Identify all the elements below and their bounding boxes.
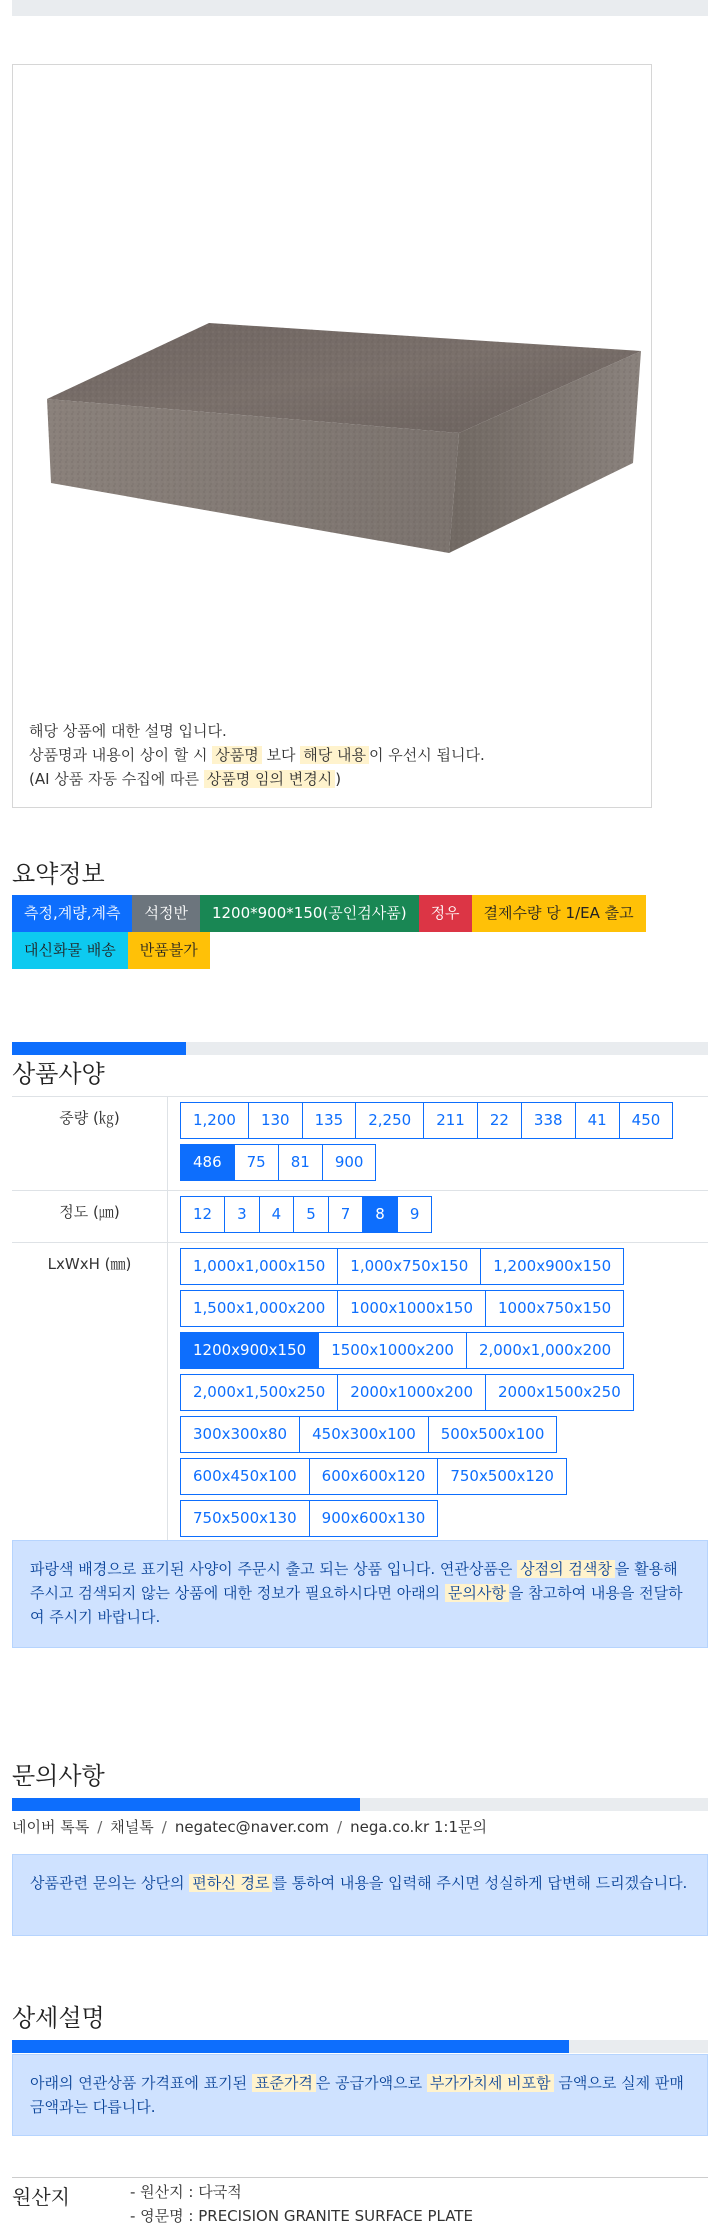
summary-badge: 결제수량 당 1/EA 출고: [472, 895, 646, 932]
origin-english-name: - 영문명 : PRECISION GRANITE SURFACE PLATE: [130, 2207, 473, 2225]
line3-text: (AI 상품 자동 수집에 따른: [29, 770, 204, 788]
spec-option-button[interactable]: 338: [521, 1102, 576, 1139]
summary-badge: 측정,계량,계측: [12, 895, 132, 932]
inquiry-progress: [12, 1798, 708, 1811]
detail-notice-post-text: 금액으로 실제 판매금액과는 다릅니다.: [30, 2074, 684, 2116]
spec-option-button[interactable]: 135: [302, 1102, 357, 1139]
spec-option-button[interactable]: 2000x1000x200: [337, 1374, 486, 1411]
spec-option-button[interactable]: 750x500x130: [180, 1500, 310, 1537]
spec-option-button[interactable]: 5: [293, 1196, 329, 1233]
spec-row: [12, 1097, 708, 1191]
line2-text: 상품명과 내용이 상이 할 시: [29, 746, 213, 764]
spec-option-button[interactable]: 3: [224, 1196, 260, 1233]
spec-option-button[interactable]: 500x500x100: [428, 1416, 558, 1453]
spec-label: 정도 (㎛): [59, 1203, 120, 1221]
description-line-1: 해당 상품에 대한 설명 입니다.: [29, 722, 227, 740]
spec-option-button[interactable]: 300x300x80: [180, 1416, 300, 1453]
highlight-vat-excluded: 부가가치세 비포함: [427, 2074, 554, 2092]
specs-title: 상품사양: [12, 1060, 105, 1088]
contact-separator: /: [337, 1818, 343, 1836]
detail-notice-mid-text: 은 공급가액으로: [315, 2074, 427, 2092]
top-bar: [12, 0, 708, 16]
summary-badges: [12, 895, 708, 969]
spec-option-button[interactable]: 900: [322, 1144, 377, 1181]
spec-option-button[interactable]: 9: [397, 1196, 433, 1233]
spec-option-button[interactable]: 2,000x1,500x250: [180, 1374, 338, 1411]
origin-label: 원산지: [12, 2185, 70, 2209]
spec-option-button[interactable]: 1,000x1,000x150: [180, 1248, 338, 1285]
summary-badge: 대신화물 배송: [12, 932, 128, 969]
highlight-content: 해당 내용: [300, 746, 369, 764]
spec-option-button[interactable]: 1,200x900x150: [480, 1248, 624, 1285]
spec-option-button[interactable]: 81: [278, 1144, 323, 1181]
spec-options: [167, 1097, 708, 1190]
line2-post-text: 이 우선시 됩니다.: [368, 746, 485, 764]
spec-option-button[interactable]: 1500x1000x200: [318, 1332, 467, 1369]
spec-option-button[interactable]: 8: [362, 1196, 398, 1233]
spec-option-button[interactable]: 2000x1500x250: [485, 1374, 634, 1411]
spec-option-button[interactable]: 600x450x100: [180, 1458, 310, 1495]
spec-option-button[interactable]: 900x600x130: [309, 1500, 439, 1537]
description-line-2: [29, 743, 485, 767]
line2-mid-text: 보다: [261, 746, 301, 764]
spec-option-button[interactable]: 41: [575, 1102, 620, 1139]
spec-option-button[interactable]: 4: [259, 1196, 295, 1233]
spec-option-button[interactable]: 486: [180, 1144, 235, 1181]
inquiry-notice-post-text: 를 통하여 내용을 입력해 주시면 성실하게 답변해 드리겠습니다.: [272, 1874, 688, 1892]
spec-option-button[interactable]: 1000x750x150: [485, 1290, 624, 1327]
spec-option-button[interactable]: 22: [477, 1102, 522, 1139]
product-description: [29, 719, 485, 791]
contact-channel[interactable]: 채널톡: [110, 1818, 154, 1836]
inquiry-notice: [12, 1854, 708, 1936]
spec-option-button[interactable]: 1200x900x150: [180, 1332, 319, 1369]
origin-values: [130, 2180, 473, 2228]
granite-plate-image: [29, 233, 641, 603]
spec-label: 중량 (㎏): [59, 1109, 120, 1127]
spec-option-button[interactable]: 750x500x120: [437, 1458, 567, 1495]
inquiry-notice-text: 상품관련 문의는 상단의: [30, 1874, 190, 1892]
inquiry-progress-fill: [12, 1798, 360, 1811]
origin-divider: [12, 2177, 708, 2178]
spec-row: [12, 1243, 708, 1547]
spec-option-button[interactable]: 2,250: [355, 1102, 424, 1139]
spec-option-button[interactable]: 1,500x1,000x200: [180, 1290, 338, 1327]
summary-badge: 석정반: [132, 895, 199, 932]
description-line-3: [29, 767, 485, 791]
spec-option-button[interactable]: 2,000x1,000x200: [466, 1332, 624, 1369]
spec-option-button[interactable]: 7: [328, 1196, 364, 1233]
highlight-search-box: 상점의 검색창: [517, 1560, 615, 1578]
specs-notice-post-text: 을 참고하여 내용을 전달하여 주시기 바랍니다.: [30, 1584, 683, 1626]
spec-option-button[interactable]: 211: [423, 1102, 478, 1139]
summary-title: 요약정보: [12, 860, 105, 888]
spec-option-button[interactable]: 450: [619, 1102, 674, 1139]
spec-option-button[interactable]: 130: [248, 1102, 303, 1139]
contact-channel[interactable]: 네이버 톡톡: [12, 1818, 90, 1836]
specs-notice: [12, 1540, 708, 1648]
product-image-frame: [12, 64, 652, 808]
detail-notice-text: 아래의 연관상품 가격표에 표기된: [30, 2074, 252, 2092]
inquiry-title: 문의사항: [12, 1762, 105, 1790]
contact-channels: [12, 1816, 487, 1837]
spec-options: [167, 1191, 708, 1242]
line3-post-text: ): [335, 770, 342, 788]
contact-separator: /: [97, 1818, 103, 1836]
summary-badge: 정우: [419, 895, 472, 932]
specs-progress: [12, 1042, 708, 1055]
origin-country: - 원산지 : 다국적: [130, 2183, 242, 2201]
spec-options: [167, 1243, 708, 1546]
highlight-route: 편하신 경로: [189, 1874, 272, 1892]
detail-progress: [12, 2040, 708, 2053]
detail-title: 상세설명: [12, 2004, 105, 2032]
spec-option-button[interactable]: 1,000x750x150: [337, 1248, 481, 1285]
highlight-name-change: 상품명 임의 변경시: [204, 770, 335, 788]
spec-label: LxWxH (㎜): [47, 1255, 132, 1273]
highlight-inquiry: 문의사항: [445, 1584, 509, 1602]
summary-badge: 반품불가: [128, 932, 210, 969]
spec-row: [12, 1191, 708, 1243]
spec-option-button[interactable]: 75: [234, 1144, 279, 1181]
highlight-product-name: 상품명: [212, 746, 261, 764]
spec-option-button[interactable]: 1000x1000x150: [337, 1290, 486, 1327]
summary-badge: 1200*900*150(공인검사품): [200, 895, 419, 932]
highlight-standard-price: 표준가격: [252, 2074, 316, 2092]
specs-notice-text: 파랑색 배경으로 표기된 사양이 주문시 출고 되는 상품 입니다. 연관상품은: [30, 1560, 518, 1578]
specs-notice-mid-text: 을 활용해 주시고 검색되지 않는 상품에 대한 정보가 필요하시다면 아래의: [30, 1560, 678, 1602]
spec-option-button[interactable]: 600x600x120: [309, 1458, 439, 1495]
contact-separator: /: [161, 1818, 167, 1836]
detail-notice: [12, 2054, 708, 2136]
detail-progress-fill: [12, 2040, 569, 2053]
spec-option-button[interactable]: 12: [180, 1196, 225, 1233]
spec-options-table: [12, 1096, 708, 1547]
spec-option-button[interactable]: 450x300x100: [299, 1416, 429, 1453]
contact-channel[interactable]: nega.co.kr 1:1문의: [350, 1818, 487, 1836]
contact-channel[interactable]: negatec@naver.com: [174, 1818, 330, 1836]
spec-option-button[interactable]: 1,200: [180, 1102, 249, 1139]
